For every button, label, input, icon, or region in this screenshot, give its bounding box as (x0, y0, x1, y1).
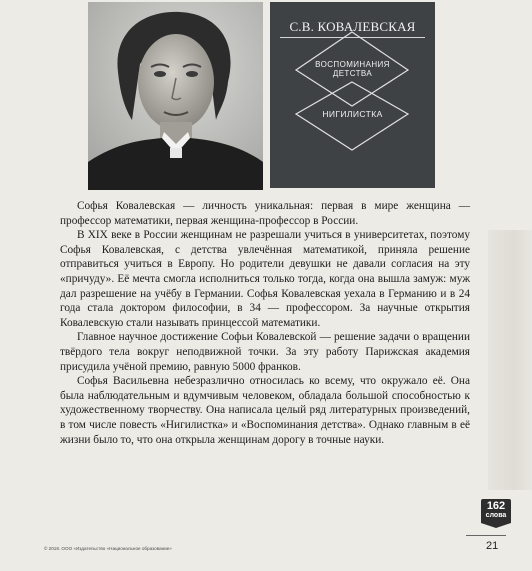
book-author: С.В. КОВАЛЕВСКАЯ (289, 19, 416, 34)
page-number-rule (466, 535, 506, 536)
article-text (60, 199, 470, 447)
word-count-badge (481, 499, 511, 523)
copyright-footer: © 2018. ООО «Издательство «Национальное образование» (44, 546, 172, 551)
paragraph-3: Главное научное достижение Софьи Ковалевской — решение задачи о вращении твёрдого тела вокруг неподвижной точки. За эту работу Парижская академия присудила учёной премию, равную 5000 франков. (60, 331, 470, 373)
book-title-line-2: ДЕТСТВА (332, 69, 373, 78)
portrait-photo (88, 2, 263, 190)
book-cover (270, 2, 435, 188)
paragraph-2: В XIX веке в России женщинам не разрешали учиться в университетах, поэтому Софья Ковалевская, с детства увлечённая математикой, приняла решение отправиться учиться в Европу. Но родители девушки не давали согласия на эту «причуду». Её мечта смогла исполниться только тогда, когда она вышла замуж: муж дал разрешение на учёбу в Германии. Софья Ковалевская уехала в Германию и в 24 года стала доктором философии, в 34 — профессором. За научные открытия Ковалевскую стали называть принцессой математики. (60, 229, 470, 329)
book-title-line-1: ВОСПОМИНАНИЯ (315, 60, 390, 69)
page-number: 21 (486, 540, 499, 552)
paragraph-4: Софья Васильевна небезразлично относилась ко всему, что окружало её. Она была наблюдательным и вдумчивым человеком, обладала большой способностью к художественному творчеству. Она написала целый ряд литературных произведений, в том числе повесть «Нигилистка» и «Воспоминания детства». Однако главным в её жизни было то, что она открыла женщинам дорогу в точные науки. (60, 375, 470, 446)
book-title-bottom: НИГИЛИСТКА (322, 109, 383, 119)
word-count-unit: слова (485, 512, 507, 519)
book-cover-diamonds (270, 2, 435, 188)
book-title-top (270, 60, 435, 78)
paragraph-1: Софья Ковалевская — личность уникальная: первая в мире женщина — профессор математики, первая женщина-профессор в России. (60, 200, 470, 227)
side-decoration (488, 230, 532, 490)
word-count-number: 162 (486, 500, 506, 512)
